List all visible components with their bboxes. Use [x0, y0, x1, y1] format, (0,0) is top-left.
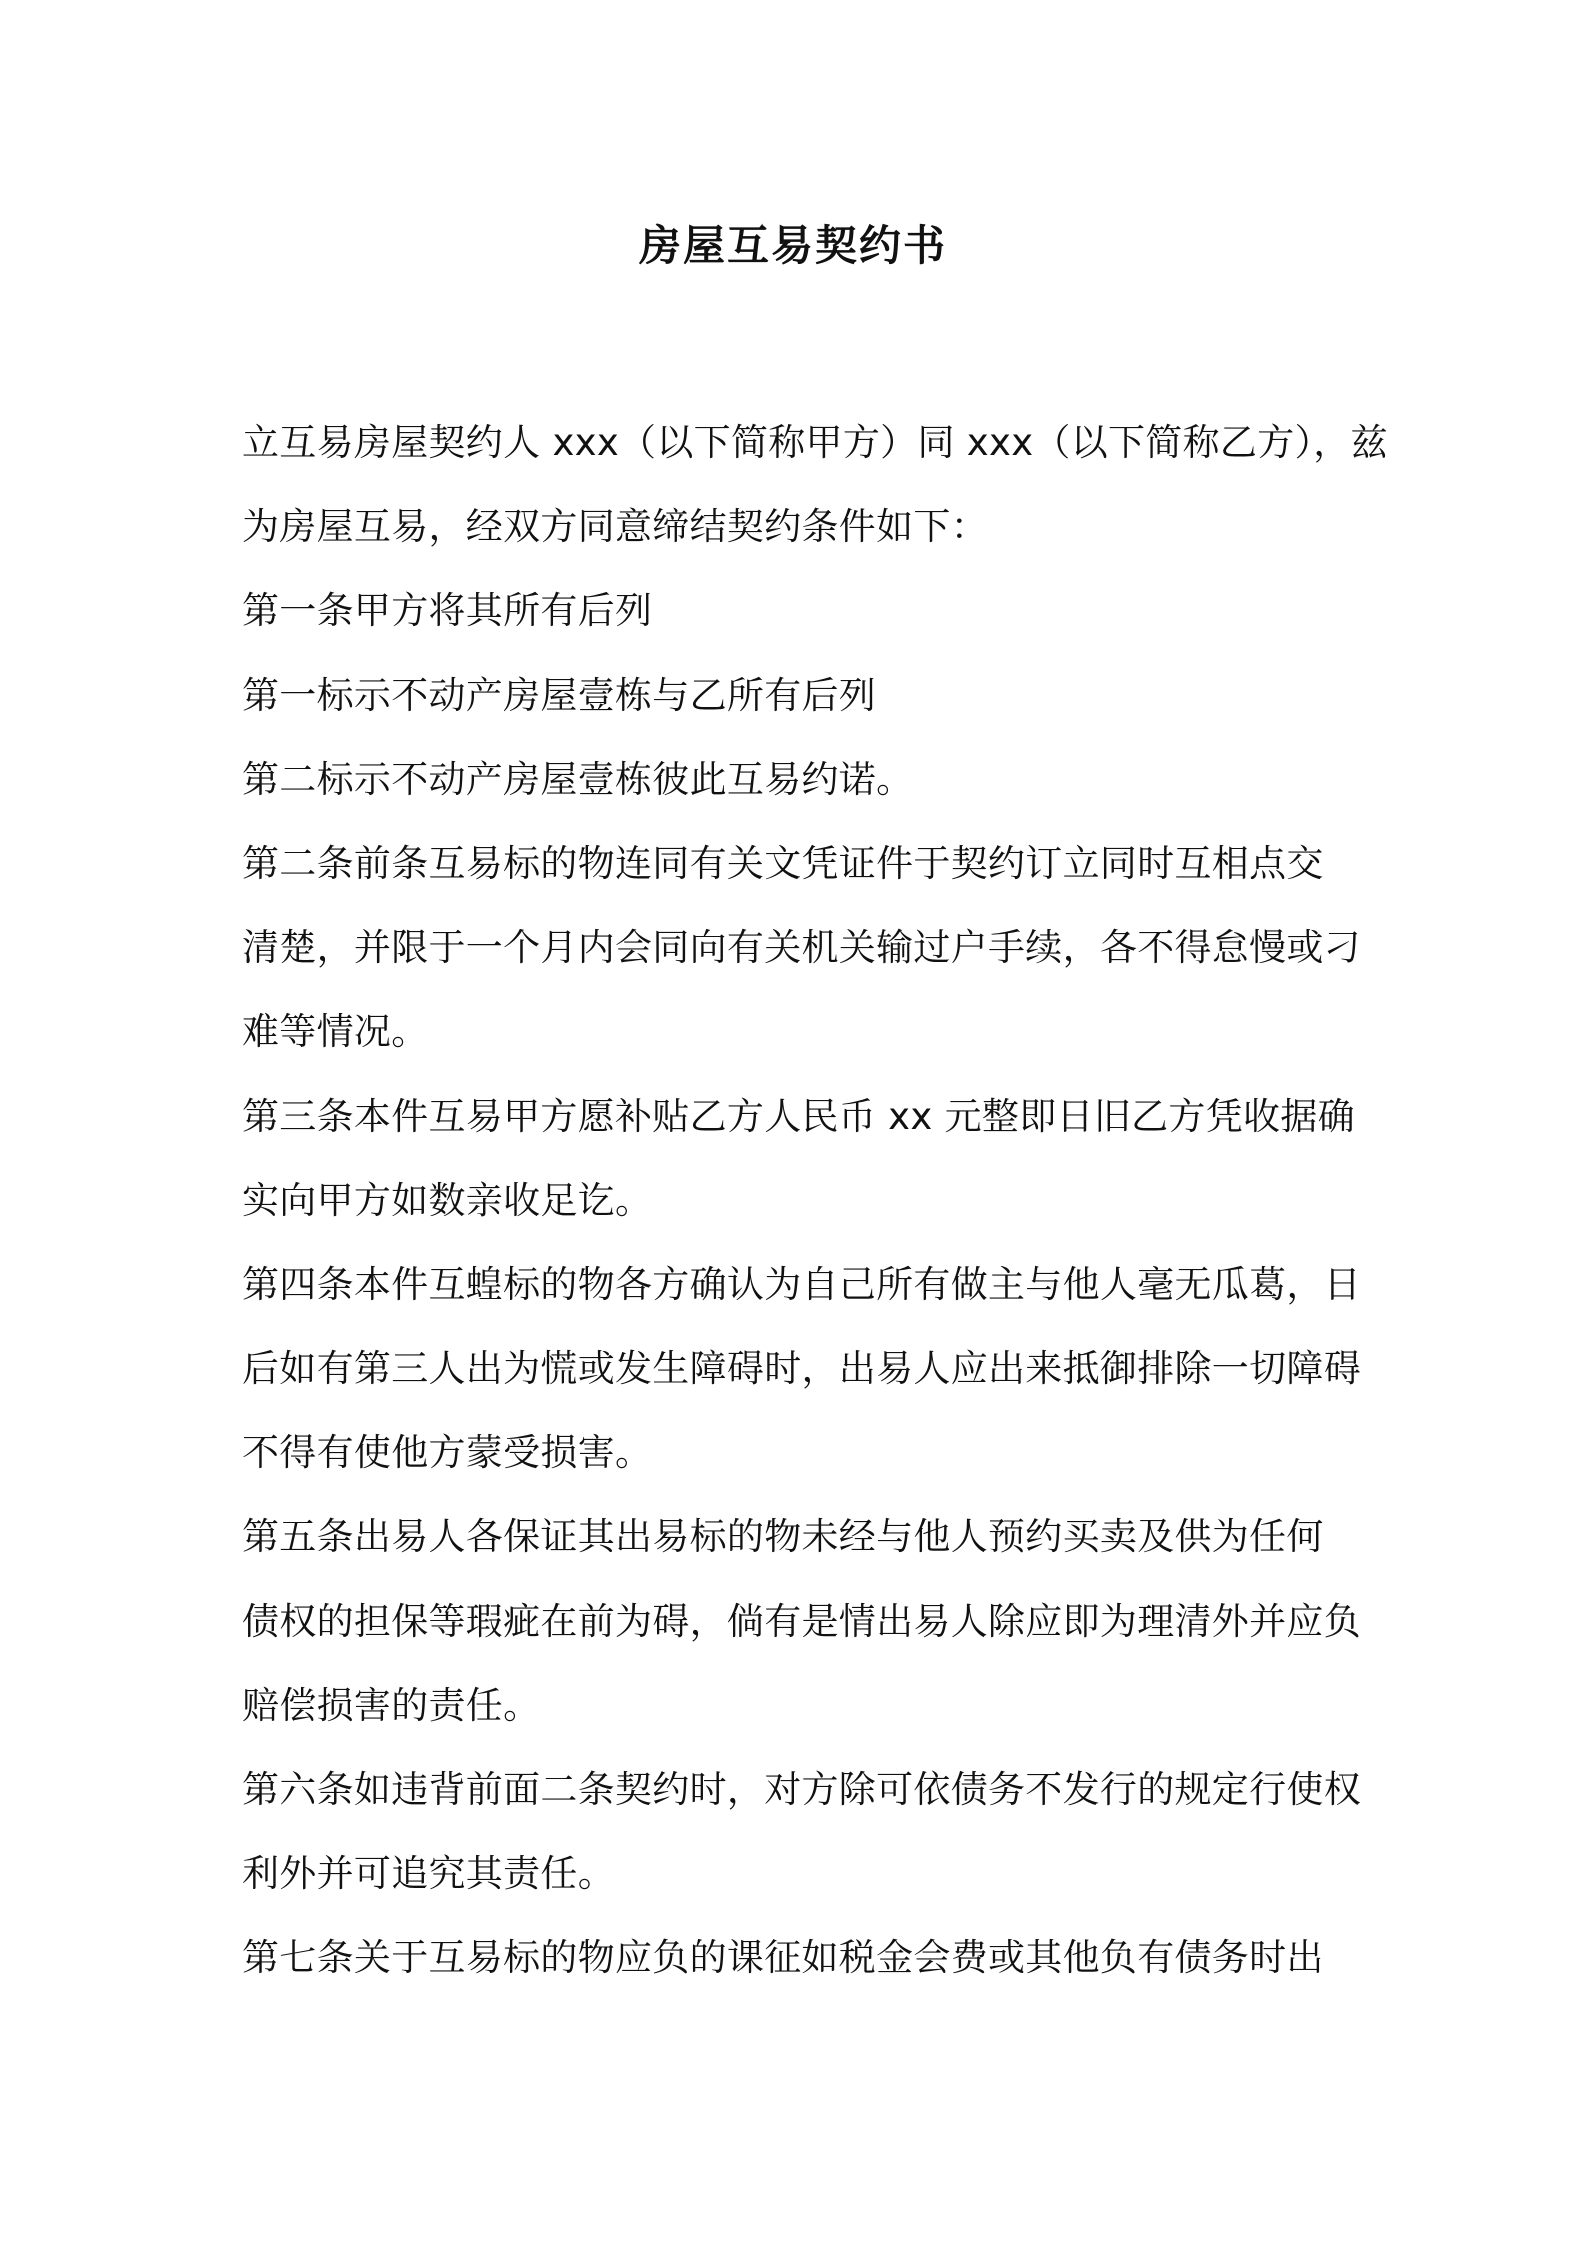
body-line: 第五条出易人各保证其出易标的物未经与他人预约买卖及供为任何 [242, 1515, 1324, 1559]
body-line: 第七条关于互易标的物应负的课征如税金会费或其他负有债务时出 [242, 1936, 1324, 1980]
body-line: 第六条如违背前面二条契约时，对方除可依债务不发行的规定行使权 [242, 1768, 1361, 1811]
body-line: 为房屋互易，经双方同意缔结契约条件如下： [242, 505, 988, 549]
body-line: 清楚，并限于一个月内会同向有关机关输过户手续，各不得怠慢或刁 [242, 926, 1361, 970]
body-line: 第一条甲方将其所有后列 [242, 589, 653, 633]
body-line: 利外并可追究其责任。 [242, 1852, 615, 1896]
document-title: 房屋互易契约书 [638, 221, 947, 270]
body-line: 第一标示不动产房屋壹栋与乙所有后列 [242, 673, 877, 717]
body-line: 不得有使他方蒙受损害。 [242, 1431, 653, 1475]
body-line: 后如有第三人出为慌或发生障碍时，出易人应出来抵御排除一切障碍 [242, 1347, 1361, 1391]
body-line: 实向甲方如数亲收足讫。 [242, 1178, 653, 1222]
body-line: 立互易房屋契约人 xxx（以下简称甲方）同 xxx（以下简称乙方），兹 [242, 421, 1388, 464]
body-line: 第二标示不动产房屋壹栋彼此互易约诺。 [242, 757, 914, 801]
body-line: 债权的担保等瑕疵在前为碍，倘有是情出易人除应即为理清外并应负 [242, 1599, 1361, 1643]
document-body [242, 401, 1388, 2001]
body-line: 赔偿损害的责任。 [242, 1683, 541, 1727]
body-line: 第二条前条互易标的物连同有关文凭证件于契约订立同时互相点交 [242, 841, 1324, 885]
body-line: 第三条本件互易甲方愿补贴乙方人民币 xx 元整即日旧乙方凭收据确 [242, 1094, 1355, 1138]
body-line: 第四条本件互蝗标的物各方确认为自己所有做主与他人毫无瓜葛，日 [242, 1262, 1361, 1306]
body-line: 难等情况。 [242, 1010, 429, 1054]
